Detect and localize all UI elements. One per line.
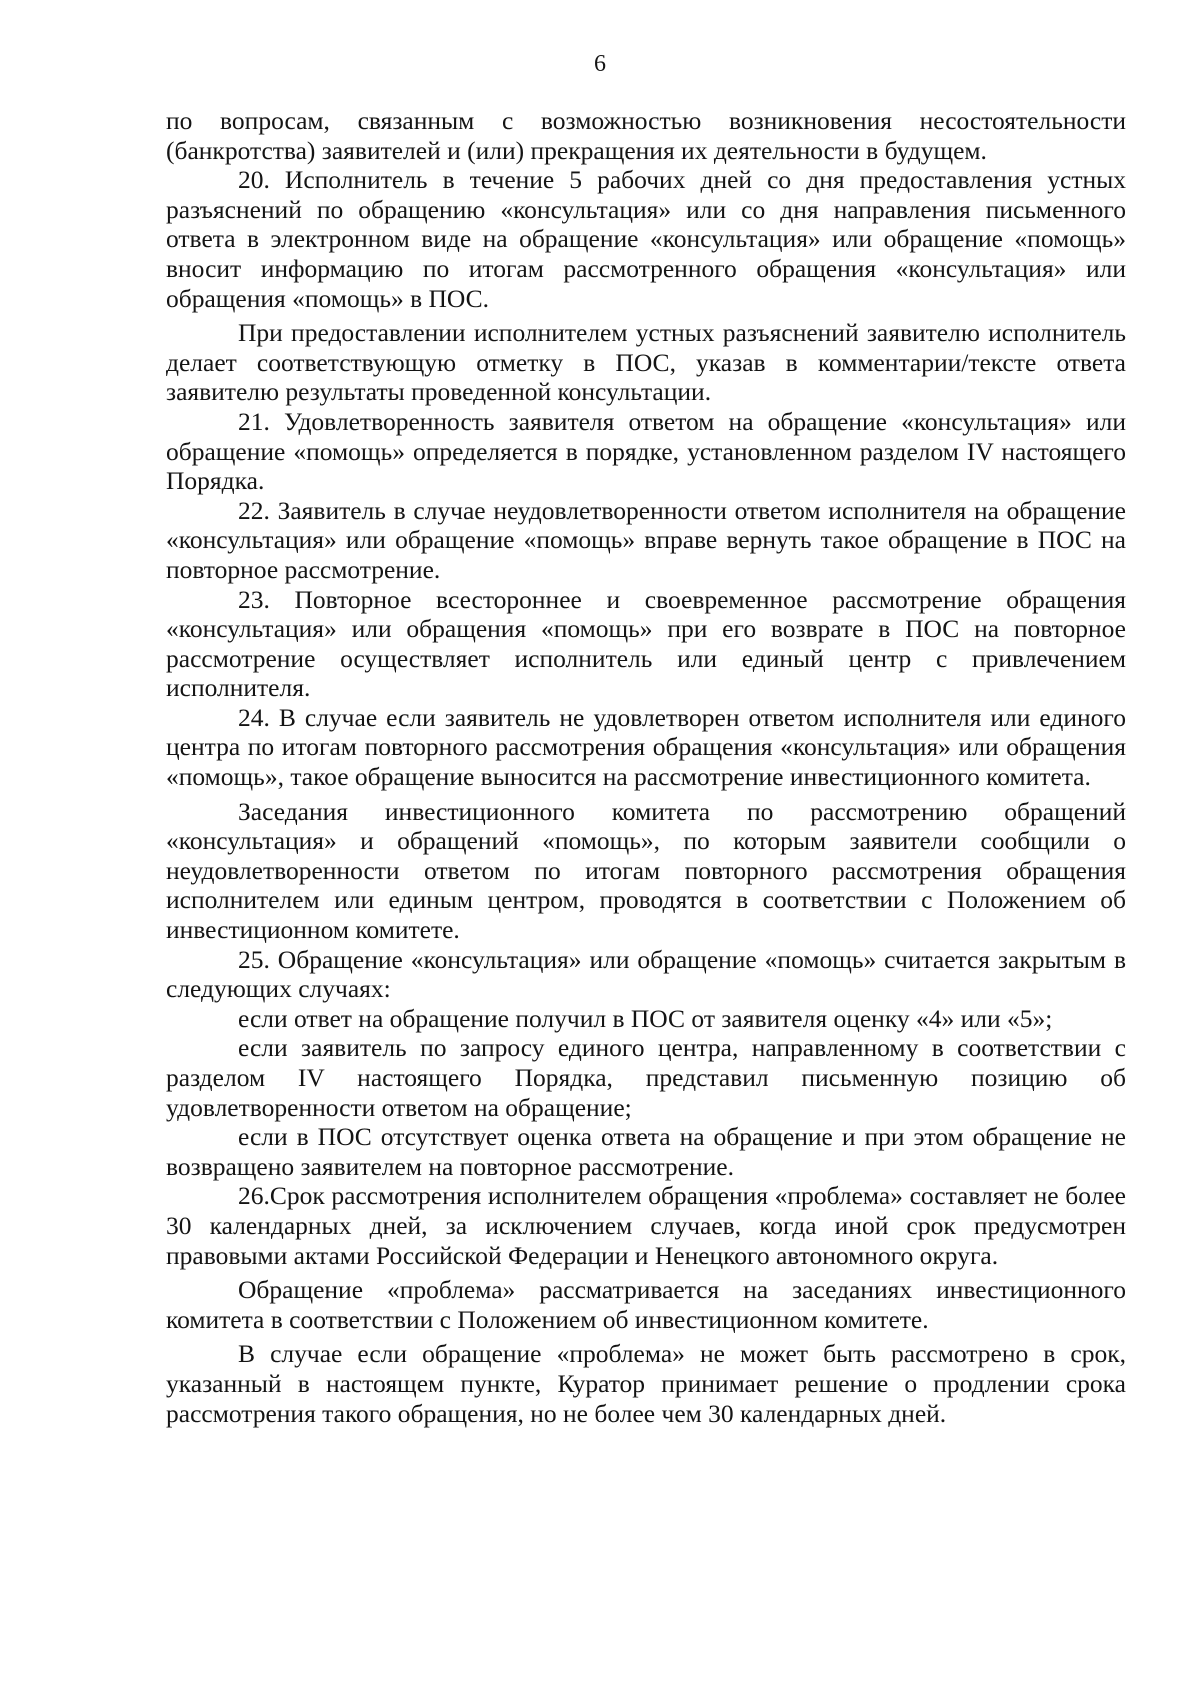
- document-body: [166, 106, 1126, 1428]
- paragraph-item-20: 20. Исполнитель в течение 5 рабочих дней со дня предоставления устных разъяснений по обращению «консультация» или со дня направления письменного ответа в электронном виде на обращение «консультация» или обращение «помощь» вносит информацию по итогам рассмотренного обращения «консультация» или обращения «помощь» в ПОС.: [166, 165, 1126, 313]
- paragraph-item-25-case-1: если ответ на обращение получил в ПОС от заявителя оценку «4» или «5»;: [238, 1003, 1053, 1033]
- paragraph-item-26-extension: В случае если обращение «проблема» не может быть рассмотрено в срок, указанный в настоящем пункте, Куратор принимает решение о продлении срока рассмотрения такого обращения, но не более чем 30 календарных дней.: [166, 1339, 1126, 1428]
- page-number: 6: [594, 51, 606, 77]
- paragraph-item-24-meetings: Заседания инвестиционного комитета по рассмотрению обращений «консультация» и обращений «помощь», по которым заявители сообщили о неудовлетворенности ответом по итогам повторного рассмотрения обращения исполнителем или единым центром, проводятся в соответствии с Положением об инвестиционном комитете.: [166, 796, 1126, 945]
- paragraph-item-21: 21. Удовлетворенность заявителя ответом на обращение «консультация» или обращение «помощь» определяется в порядке, установленном разделом IV настоящего Порядка.: [166, 406, 1126, 496]
- paragraph-item-25-case-2: если заявитель по запросу единого центра, направленному в соответствии с разделом IV настоящего Порядка, представил письменную позицию об удовлетворенности ответом на обращение;: [166, 1033, 1126, 1122]
- paragraph-item-25-case-3: если в ПОС отсутствует оценка ответа на обращение и при этом обращение не возвращено заявителем на повторное рассмотрение.: [166, 1122, 1126, 1181]
- paragraph-item-20-note: При предоставлении исполнителем устных разъяснений заявителю исполнитель делает соответствующую отметку в ПОС, указав в комментарии/тексте ответа заявителю результаты проведенной консультации.: [166, 318, 1126, 407]
- paragraph-item-24: 24. В случае если заявитель не удовлетворен ответом исполнителя или единого центра по итогам повторного рассмотрения обращения «консультация» или обращения «помощь», такое обращение выносится на рассмотрение инвестиционного комитета.: [166, 702, 1126, 792]
- paragraph-item-25: 25. Обращение «консультация» или обращение «помощь» считается закрытым в следующих случаях:: [166, 944, 1126, 1004]
- paragraph-item-26: 26.Срок рассмотрения исполнителем обращения «проблема» составляет не более 30 календарных дней, за исключением случаев, когда иной срок предусмотрен правовыми актами Российской Федерации и Ненецкого автономного округа.: [166, 1181, 1126, 1270]
- paragraph-item-22: 22. Заявитель в случае неудовлетворенности ответом исполнителя на обращение «консультация» или обращение «помощь» вправе вернуть такое обращение в ПОС на повторное рассмотрение.: [166, 495, 1126, 584]
- paragraph-continuation: по вопросам, связанным с возможностью возникновения несостоятельности (банкротства) заявителей и (или) прекращения их деятельности в будущем.: [166, 106, 1126, 165]
- paragraph-item-23: 23. Повторное всестороннее и своевременное рассмотрение обращения «консультация» или обращения «помощь» при его возврате в ПОС на повторное рассмотрение осуществляет исполнитель или единый центр с привлечением исполнителя.: [166, 584, 1126, 703]
- paragraph-item-26-committee: Обращение «проблема» рассматривается на заседаниях инвестиционного комитета в соответствии с Положением об инвестиционном комитете.: [166, 1275, 1126, 1334]
